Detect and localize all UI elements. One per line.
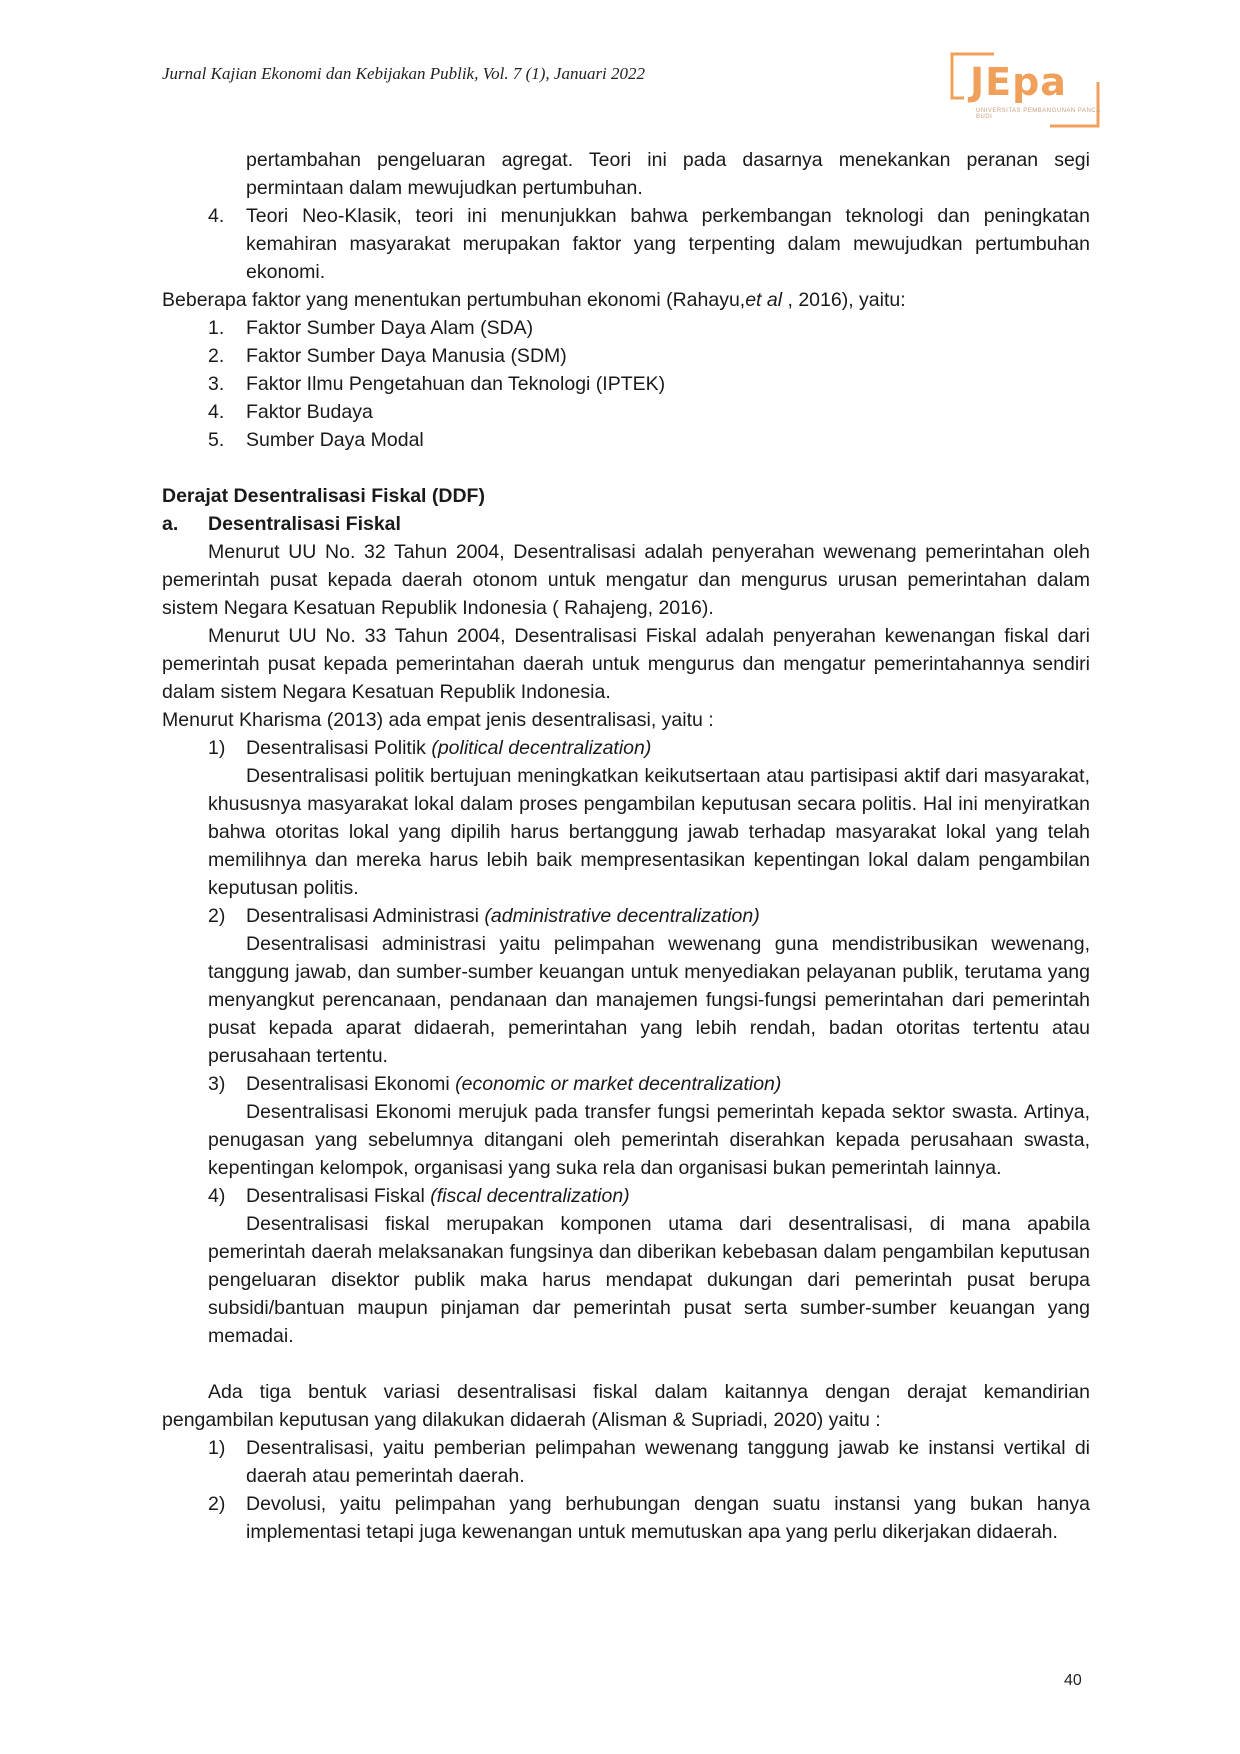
list-text: Sumber Daya Modal (246, 429, 424, 451)
factors-intro-tail: , 2016), yaitu: (782, 289, 906, 311)
type-title-italic: (political decentralization) (431, 737, 652, 759)
list-text: Faktor Sumber Daya Manusia (SDM) (246, 345, 567, 367)
type-description: Desentralisasi politik bertujuan meningkatkan keikutsertaan atau partisipasi aktif dari masyarakat, khususnya masyarakat lokal dalam proses pengambilan keputusan secara politis. Hal ini menyiratkan bahwa otoritas lokal yang dipilih harus bertanggung jawab terhadap masyarakat lokal yang telah memilihnya dan mereka harus lebih baik mempresentasikan kepentingan lokal dalam pengambilan keputusan politis. (208, 765, 1090, 899)
list-text: Devolusi, yaitu pelimpahan yang berhubungan dengan suatu instansi yang bukan hanya implementasi tetapi juga kewenangan untuk memutuskan apa yang perlu dikerjakan didaerah. (246, 1493, 1090, 1543)
list-number: 4) (208, 1185, 226, 1207)
journal-logo (950, 52, 1102, 130)
spacer (162, 1350, 1090, 1378)
type-title-text: Desentralisasi Fiskal (246, 1185, 431, 1207)
list-number: 2) (208, 1493, 226, 1515)
list-text: Teori Neo-Klasik, teori ini menunjukkan bahwa perkembangan teknologi dan peningkatan kemahiran masyarakat merupakan faktor yang terpenting dalam mewujudkan pertumbuhan ekonomi. (246, 205, 1090, 283)
list-text: Faktor Budaya (246, 401, 373, 423)
paragraph: Menurut UU No. 32 Tahun 2004, Desentralisasi adalah penyerahan wewenang pemerintahan oleh pemerintah pusat kepada daerah otonom untuk mengatur dan mengurus urusan pemerintahan dalam sistem Negara Kesatuan Republik Indonesia ( Rahajeng, 2016). (162, 541, 1090, 619)
list-item (162, 370, 1090, 398)
list-number: 4. (208, 205, 225, 227)
list-item (162, 202, 1090, 286)
type-title-text: Desentralisasi Ekonomi (246, 1073, 456, 1095)
paragraph: Menurut UU No. 33 Tahun 2004, Desentralisasi Fiskal adalah penyerahan kewenangan fiskal dari pemerintah pusat kepada pemerintahan daerah untuk mengurus dan mengatur pemerintahannya sendiri dalam sistem Negara Kesatuan Republik Indonesia. (162, 625, 1090, 703)
logo-subtitle: UNIVERSITAS PEMBANGUNAN PANCA BUDI (976, 108, 1101, 120)
list-text: Desentralisasi, yaitu pemberian pelimpahan wewenang tanggung jawab ke instansi vertikal di daerah atau pemerintah daerah. (246, 1437, 1090, 1487)
type-description: Desentralisasi Ekonomi merujuk pada transfer fungsi pemerintah kepada sektor swasta. Artinya, penugasan yang sebelumnya ditangani oleh pemerintah diserahkan kepada perusahaan swasta, kepentingan kelompok, organisasi yang suka rela dan organisasi bukan pemerintah lainnya. (208, 1101, 1090, 1179)
journal-header: Jurnal Kajian Ekonomi dan Kebijakan Publik, Vol. 7 (1), Januari 2022 (162, 64, 646, 83)
list-item (162, 342, 1090, 370)
type-description: Desentralisasi fiskal merupakan komponen utama dari desentralisasi, di mana apabila pemerintah daerah melaksanakan fungsinya dan diberikan kebebasan dalam pengambilan keputusan pengeluaran disektor publik maka harus mendapat dukungan dari pemerintah pusat berupa subsidi/bantuan maupun pinjaman dar pemerintah pusat serta sumber-sumber keuangan yang memadai. (208, 1213, 1090, 1347)
type-title-italic: (economic or market decentralization) (455, 1073, 782, 1095)
factors-intro (162, 286, 1090, 314)
subsection-heading (162, 510, 1090, 538)
list-number: 2. (208, 345, 225, 367)
subsection-label: a. (162, 513, 179, 535)
paragraph: Menurut Kharisma (2013) ada empat jenis desentralisasi, yaitu : (162, 709, 714, 731)
list-number: 1) (208, 1437, 226, 1459)
type-title (162, 902, 1090, 930)
list-number: 5. (208, 429, 225, 451)
paragraph: Ada tiga bentuk variasi desentralisasi fiskal dalam kaitannya dengan derajat kemandirian pengambilan keputusan yang dilakukan didaerah (Alisman & Supriadi, 2020) yaitu : (162, 1381, 1090, 1431)
list-number: 1. (208, 317, 225, 339)
type-title-italic: (administrative decentralization) (484, 905, 760, 927)
type-title (162, 1070, 1090, 1098)
list-item (162, 398, 1090, 426)
list-item (162, 1490, 1090, 1546)
list-number: 3. (208, 373, 225, 395)
factors-intro-italic: et al (745, 289, 783, 311)
article-body (162, 146, 1090, 1546)
decentralization-types (162, 734, 1090, 1350)
type-description: Desentralisasi administrasi yaitu pelimpahan wewenang guna mendistribusikan wewenang, tanggung jawab, dan sumber-sumber keuangan untuk menyediakan pelayanan publik, terutama yang menyangkut perencanaan, pendanaan dan manajemen fungsi-fungsi pemerintahan dari pemerintah pusat kepada aparat didaerah, pemerintahan yang lebih rendah, badan otoritas tertentu atau perusahaan tertentu. (208, 933, 1090, 1067)
type-title-italic: (fiscal decentralization) (430, 1185, 630, 1207)
factors-list (162, 314, 1090, 454)
type-title (162, 734, 1090, 762)
list-number: 2) (208, 905, 226, 927)
list-number: 1) (208, 737, 226, 759)
list-item (162, 426, 1090, 454)
type-title-text: Desentralisasi Administrasi (246, 905, 485, 927)
section-heading: Derajat Desentralisasi Fiskal (DDF) (162, 485, 485, 507)
type-title (162, 1182, 1090, 1210)
list-number: 4. (208, 401, 225, 423)
page-number: 40 (1064, 1672, 1082, 1689)
list-item (162, 1434, 1090, 1490)
list-continuation: pertambahan pengeluaran agregat. Teori ini pada dasarnya menekankan peranan segi permintaan dalam mewujudkan pertumbuhan. (246, 149, 1090, 199)
list-item (162, 314, 1090, 342)
factors-intro-text: Beberapa faktor yang menentukan pertumbuhan ekonomi (Rahayu, (162, 289, 746, 311)
list-text: Faktor Sumber Daya Alam (SDA) (246, 317, 534, 339)
type-title-text: Desentralisasi Politik (246, 737, 432, 759)
variations-list (162, 1434, 1090, 1546)
logo-wordmark: JEpa (970, 60, 1067, 104)
spacer (162, 454, 1090, 482)
subsection-title: Desentralisasi Fiskal (208, 513, 401, 535)
list-number: 3) (208, 1073, 226, 1095)
list-text: Faktor Ilmu Pengetahuan dan Teknologi (IPTEK) (246, 373, 666, 395)
